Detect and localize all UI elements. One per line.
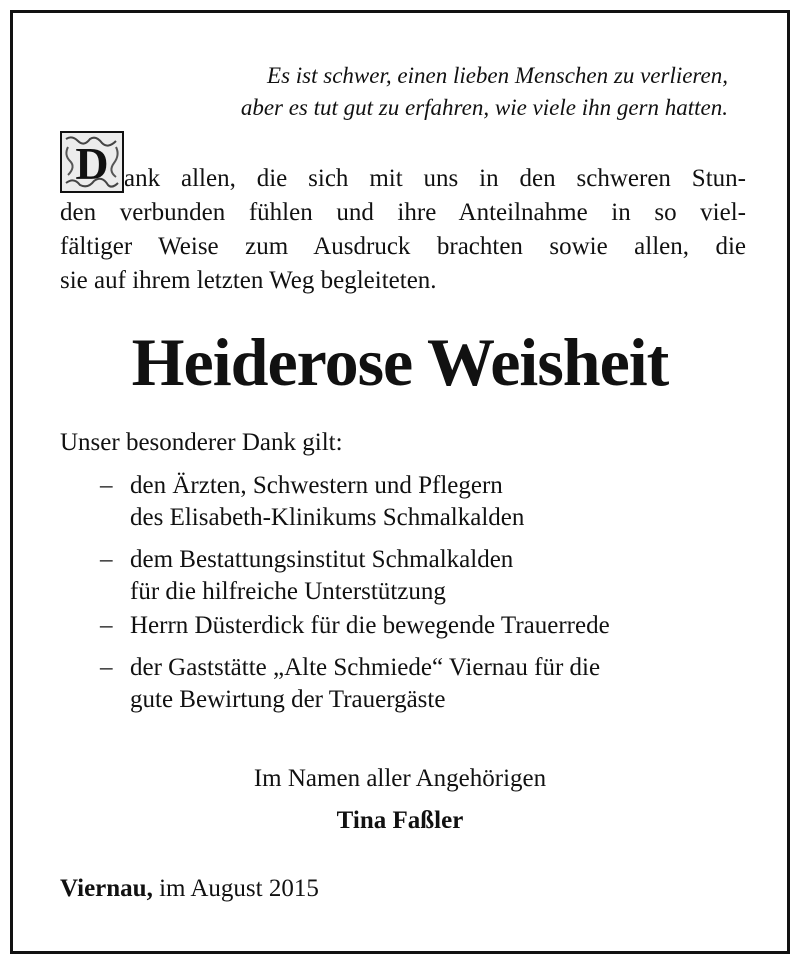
quote-line-1: Es ist schwer, einen lieben Menschen zu verlieren, xyxy=(267,63,728,88)
intro-line-2: den verbunden fühlen und ihre Anteilnahme in so viel- xyxy=(60,199,746,226)
intro-line-1: ank allen, die sich mit uns in den schweren Stun- xyxy=(124,165,746,192)
list-item-line: den Ärzten, Schwestern und Pflegern xyxy=(130,472,503,499)
signoff: Im Namen aller Angehörigen xyxy=(253,765,547,792)
quote xyxy=(0,60,728,124)
quote-line-2: aber es tut gut zu erfahren, wie viele ihn gern hatten. xyxy=(240,95,728,120)
list-item xyxy=(100,652,610,716)
list-item xyxy=(100,544,610,608)
list-dash: – xyxy=(100,612,113,639)
thanks-heading: Unser besonderer Dank gilt: xyxy=(60,429,343,456)
list-item-line: des Elisabeth-Klinikums Schmalkalden xyxy=(130,504,525,531)
list-dash: – xyxy=(100,472,113,499)
list-dash: – xyxy=(100,546,113,573)
thanks-list xyxy=(100,470,610,726)
intro-line-4: sie auf ihrem letzten Weg begleiteten. xyxy=(60,267,437,294)
svg-text:D: D xyxy=(75,138,109,189)
date: im August 2015 xyxy=(159,875,319,902)
intro-line-3: fältiger Weise zum Ausdruck brachten sowie allen, die xyxy=(60,233,746,260)
list-item-line: der Gaststätte „Alte Schmiede“ Viernau für die xyxy=(130,654,601,681)
list-item-line: für die hilfreiche Unterstützung xyxy=(130,578,446,605)
list-item xyxy=(100,610,610,642)
list-item-line: gute Bewirtung der Trauergäste xyxy=(130,686,446,713)
place-date xyxy=(60,872,319,906)
list-item-line: dem Bestattungsinstitut Schmalkalden xyxy=(130,546,514,573)
place: Viernau, xyxy=(60,875,153,902)
deceased-name: Heiderose Weisheit xyxy=(131,324,669,400)
list-item-line: Herrn Düsterdick für die bewegende Trauerrede xyxy=(130,612,610,639)
intro-paragraph xyxy=(60,162,746,298)
signer-name: Tina Faßler xyxy=(336,807,464,834)
list-dash: – xyxy=(100,654,113,681)
list-item xyxy=(100,470,610,534)
